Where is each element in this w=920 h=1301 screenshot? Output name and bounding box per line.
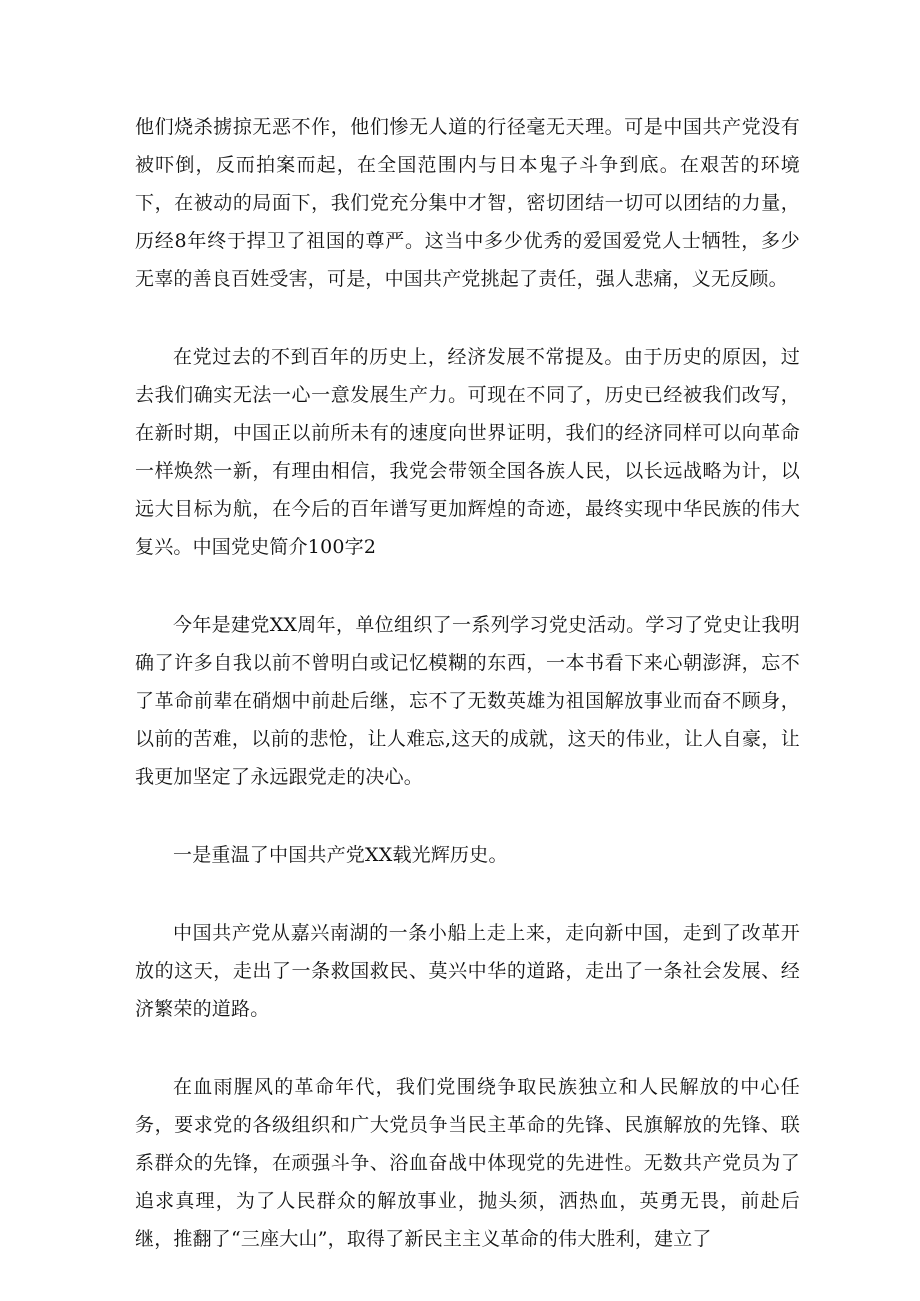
paragraph-3: 今年是建党XX周年，单位组织了一系列学习党史活动。学习了党史让我明确了许多自我以前不曾明白或记忆模糊的东西，一本书看下来心朝澎湃，忘不了革命前辈在硝烟中前赴后继，忘不了无数英雄为祖国解放事业而奋不顾身，以前的苦难，以前的悲怆，让人难忘,这天的成就，这天的伟业，让人自豪，让我更加坚定了永远跟党走的决心。 bbox=[135, 614, 800, 788]
paragraph-1: 他们烧杀掳掠无恶不作，他们惨无人道的行径毫无天理。可是中国共产党没有被吓倒，反而拍案而起，在全国范围内与日本鬼子斗争到底。在艰苦的环境下，在被动的局面下，我们党充分集中才智，密切团结一切可以团结的力量，历经8年终于捍卫了祖国的尊严。这当中多少优秀的爱国爱党人士牺牲，多少无辜的善良百姓受害，可是，中国共产党挑起了责任，强人悲痛，义无反顾。 bbox=[135, 116, 800, 290]
paragraph-2: 在党过去的不到百年的历史上，经济发展不常提及。由于历史的原因，过去我们确实无法一心一意发展生产力。可现在不同了，历史已经被我们改写，在新时期，中国正以前所未有的速度向世界证明，我们的经济同样可以向革命一样焕然一新，有理由相信，我党会带领全国各族人民，以长远战略为计，以远大目标为航，在今后的百年谱写更加辉煌的奇迹，最终实现中华民族的伟大复兴。中国党史简介100字2 bbox=[135, 346, 800, 558]
paragraph-4: 一是重温了中国共产党XX载光辉历史。 bbox=[173, 844, 508, 866]
paragraph-5: 中国共产党从嘉兴南湖的一条小船上走上来，走向新中国，走到了改革开放的这天，走出了一条救国救民、莫兴中华的道路，走出了一条社会发展、经济繁荣的道路。 bbox=[135, 922, 800, 1020]
paragraph-6: 在血雨腥风的革命年代，我们党围绕争取民族独立和人民解放的中心任务，要求党的各级组织和广大党员争当民主革命的先锋、民旗解放的先锋、联系群众的先锋，在顽强斗争、浴血奋战中体现党的先进性。无数共产党员为了追求真理，为了人民群众的解放事业，抛头须，洒热血，英勇无畏，前赴后继，推翻了“三座大山”，取得了新民主主义革命的伟大胜利，建立了 bbox=[135, 1076, 800, 1250]
document-body bbox=[135, 108, 800, 1298]
